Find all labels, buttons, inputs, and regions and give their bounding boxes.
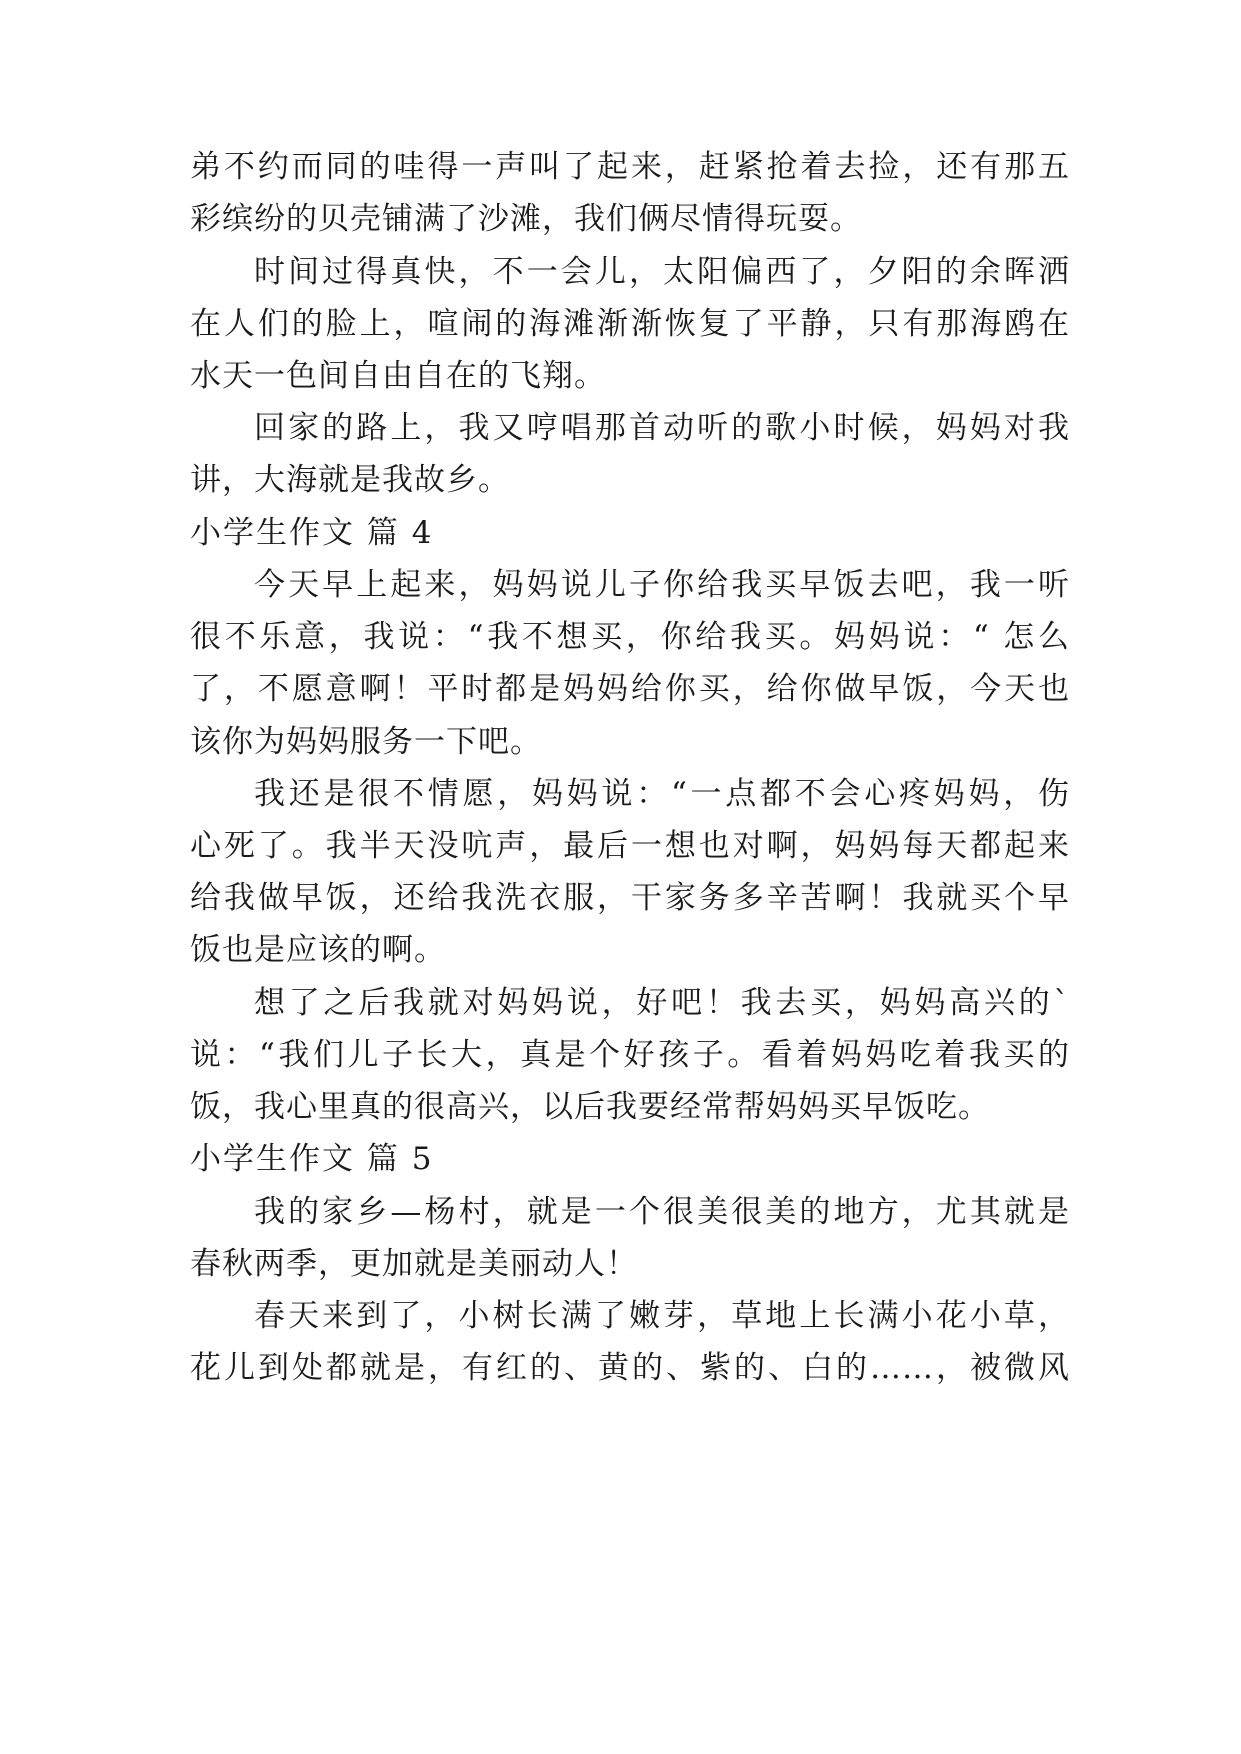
text-line: 彩缤纷的贝壳铺满了沙滩，我们俩尽情得玩耍。: [190, 201, 862, 237]
text-line: 时间过得真快，不一会儿，太阳偏西了，夕阳的余晖洒: [254, 254, 1070, 290]
text-line: 回家的路上，我又哼唱那首动听的歌小时候，妈妈对我: [254, 410, 1070, 446]
text-line: 春天来到了，小树长满了嫩芽，草地上长满小花小草，: [254, 1298, 1070, 1334]
text-line: 弟不约而同的哇得一声叫了起来，赶紧抢着去捡，还有那五: [190, 149, 1070, 185]
section-heading: 小学生作文 篇 5: [190, 1141, 434, 1177]
text-line: 我的家乡—杨村，就是一个很美很美的地方，尤其就是: [254, 1194, 1070, 1230]
text-line: 在人们的脸上，喧闹的海滩渐渐恢复了平静，只有那海鸥在: [190, 306, 1070, 342]
text-line: 水天一色间自由自在的飞翔。: [190, 358, 606, 394]
text-line: 给我做早饭，还给我洗衣服，干家务多辛苦啊！我就买个早: [190, 880, 1070, 916]
text-line: 春秋两季，更加就是美丽动人！: [190, 1246, 638, 1282]
section-heading: 小学生作文 篇 4: [190, 515, 434, 551]
text-line: 该你为妈妈服务一下吧。: [190, 724, 542, 760]
text-line: 花儿到处都就是，有红的、黄的、紫的、白的……，被微风: [190, 1350, 1070, 1386]
text-line: 说：“我们儿子长大，真是个好孩子。看着妈妈吃着我买的: [190, 1037, 1070, 1073]
text-line: 想了之后我就对妈妈说，好吧！我去买，妈妈高兴的`: [254, 985, 1070, 1021]
text-line: 很不乐意，我说：“我不想买，你给我买。妈妈说：“ 怎么: [190, 619, 1070, 655]
text-line: 饭，我心里真的很高兴，以后我要经常帮妈妈买早饭吃。: [190, 1089, 990, 1125]
text-line: 讲，大海就是我故乡。: [190, 462, 510, 498]
text-line: 了，不愿意啊！平时都是妈妈给你买，给你做早饭，今天也: [190, 671, 1070, 707]
text-line: 我还是很不情愿，妈妈说：“一点都不会心疼妈妈，伤: [254, 776, 1070, 812]
text-line: 今天早上起来，妈妈说儿子你给我买早饭去吧，我一听: [254, 567, 1070, 603]
text-line: 饭也是应该的啊。: [190, 932, 446, 968]
text-line: 心死了。我半天没吭声，最后一想也对啊，妈妈每天都起来: [190, 828, 1070, 864]
